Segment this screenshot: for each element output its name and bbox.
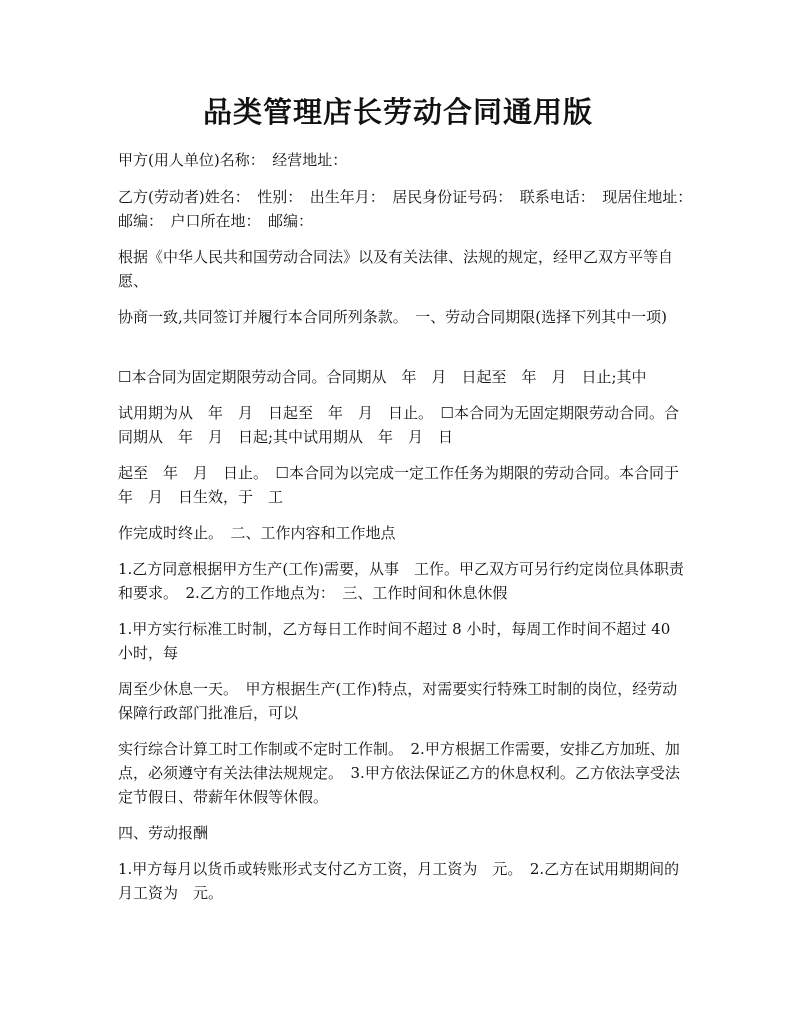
fixed-term-option-paragraph: ☐本合同为固定期限劳动合同。合同期从 年 月 日起至 年 月 日止;其中	[118, 368, 647, 386]
document-title: 品类管理店长劳动合同通用版	[202, 95, 593, 129]
party-b-info: 乙方(劳动者)姓名： 性别： 出生年月： 居民身份证号码： 联系电话： 现居住地址： 邮编： 户口所在地： 邮编：	[118, 188, 700, 230]
work-content-heading-paragraph: 作完成时终止。 二、工作内容和工作地点	[118, 524, 396, 542]
probation-period-paragraph: 试用期为从 年 月 日起至 年 月 日止。 ☐本合同为无固定期限劳动合同。合同期从 年 月 日起;其中试用期从 年 月 日	[118, 404, 679, 446]
work-location-paragraph: 1.乙方同意根据甲方生产(工作)需要，从事 工作。甲乙双方可另行约定岗位具体职责和要求。 2.乙方的工作地点为： 三、工作时间和休息休假	[118, 560, 685, 602]
legal-basis-paragraph: 根据《中华人民共和国劳动合同法》以及有关法律、法规的规定，经甲乙双方平等自愿、	[118, 248, 674, 290]
contract-term-heading-paragraph: 协商一致,共同签订并履行本合同所列条款。 一、劳动合同期限(选择下列其中一项)	[118, 308, 667, 326]
working-hours-paragraph: 1.甲方实行标准工时制，乙方每日工作时间不超过 8 小时，每周工作时间不超过 40 小时，每	[118, 620, 671, 662]
rest-leave-paragraph: 实行综合计算工时工作制或不定时工作制。 2.甲方根据工作需要，安排乙方加班、加点，必须遵守有关法律法规规定。 3.甲方依法保证乙方的休息权利。乙方依法享受法定节假日、带薪年休假等休假。	[118, 740, 680, 806]
salary-paragraph: 1.甲方每月以货币或转账形式支付乙方工资，月工资为 元。 2.乙方在试用期期间的月工资为 元。	[118, 860, 680, 902]
special-hours-paragraph: 周至少休息一天。 甲方根据生产(工作)特点，对需要实行特殊工时制的岗位，经劳动保障行政部门批准后，可以	[118, 680, 678, 722]
party-a-info: 甲方(用人单位)名称： 经营地址：	[118, 151, 348, 169]
remuneration-heading: 四、劳动报酬	[118, 824, 209, 842]
task-based-term-paragraph: 起至 年 月 日止。 ☐本合同为以完成一定工作任务为期限的劳动合同。本合同于 年 月 日生效，于 工	[118, 464, 694, 506]
